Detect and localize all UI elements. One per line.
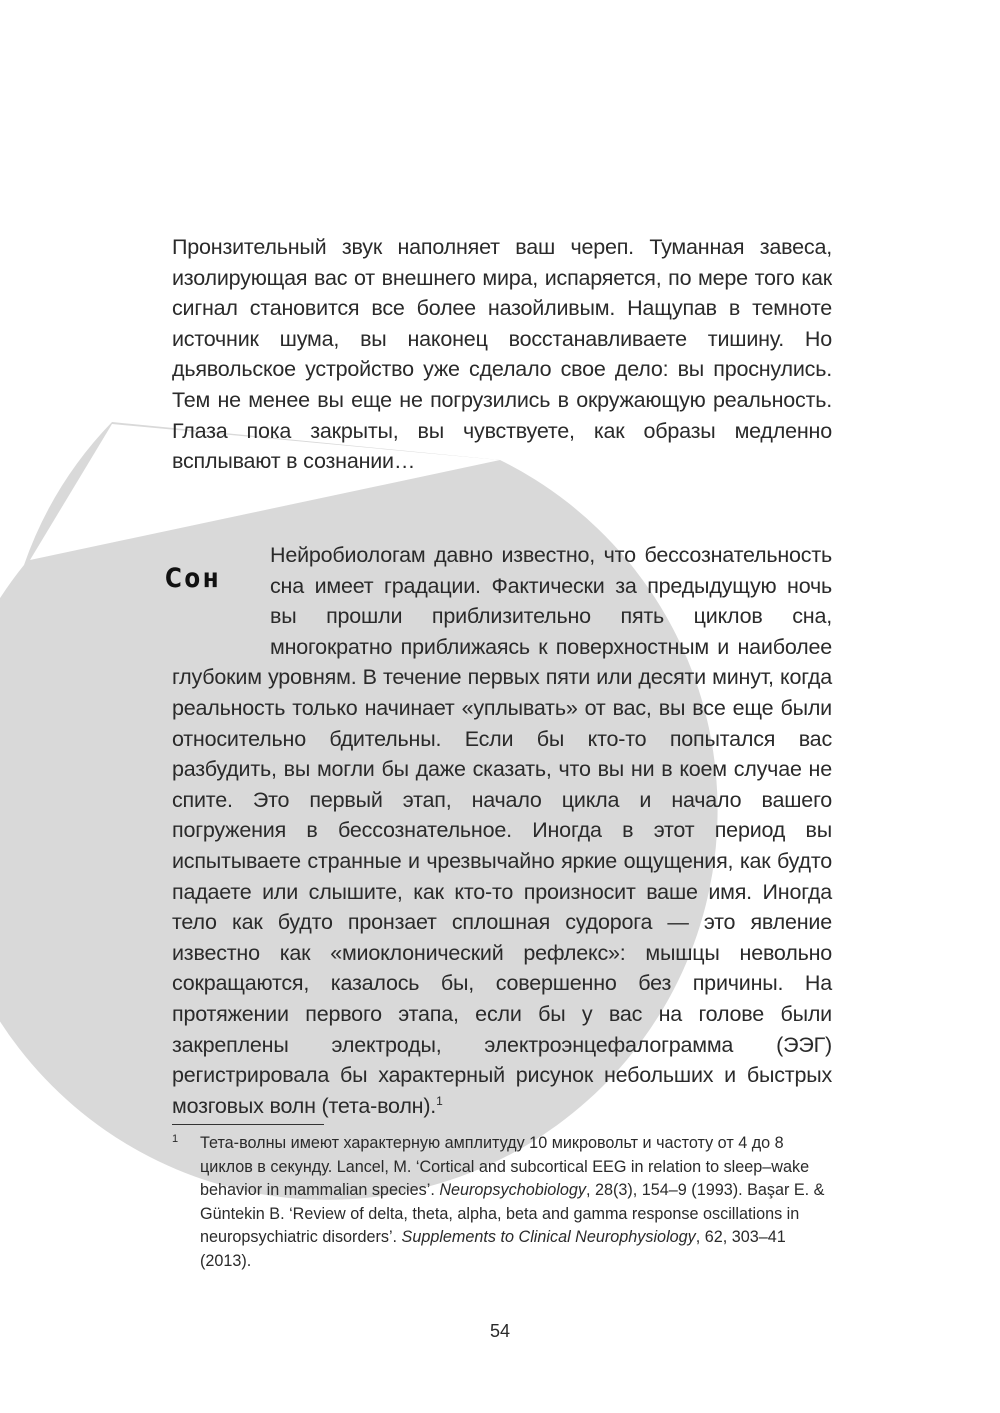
footnote xyxy=(172,1132,832,1274)
footnote-journal-2: Supplements to Clinical Neurophysiology xyxy=(401,1228,696,1247)
page-number: 54 xyxy=(489,1321,511,1341)
footnote-part-1: Тета-волны имеют характерную амплитуду 10 микровольт и частоту от 4 до 8 циклов в секунду. Lancel, M. ‘Cortical and subcortical EEG in relation to sleep–wake behavior in mammalian species’. xyxy=(200,1134,810,1200)
footnote-divider xyxy=(172,1124,324,1125)
footnote-number: 1 xyxy=(172,1133,179,1145)
section-title: Сон xyxy=(165,563,222,594)
title-spacer xyxy=(172,540,270,632)
footnote-journal-1: Neuropsychobiology xyxy=(439,1181,587,1200)
footnote-reference[interactable]: 1 xyxy=(436,1093,443,1108)
footnote-part-2: , 28(3), 154–9 (1993). Başar E. & Güntekin B. ‘Review of delta, theta, alpha, beta and gamma response oscillations in neuropsychiatric disorders’. xyxy=(200,1181,825,1247)
section-paragraph xyxy=(172,540,832,1121)
footnote-text xyxy=(200,1132,832,1274)
section-paragraph-text: Нейробиологам давно известно, что бессознательность сна имеет градации. Фактически за предыдущую ночь вы прошли приблизительно пять циклов сна, многократно приближаясь к поверхностным и наиболее глубоким уровням. В течение первых пяти или десяти минут, когда реальность только начинает «уплывать» от вас, вы все еще были относительно бдительны. Если бы кто-то попытался вас разбудить, вы могли бы даже сказать, что вы ни в коем случае не спите. Это первый этап, начало цикла и начало вашего погружения в бессознательное. Иногда в этот период вы испытываете странные и чрезвычайно яркие ощущения, как будто падаете или слышите, как кто-то произносит ваше имя. Иногда тело как будто пронзает сплошная судорога — это явление известно как «миоклонический рефлекс»: мышцы невольно сокращаются, казалось бы, совершенно без причины. На протяжении первого этапа, если бы у вас на голове были закреплены электроды, электроэнцефалограмма (ЭЭГ) регистрировала бы характерный рисунок небольших и быстрых мозговых волн (тета-волн). xyxy=(172,543,832,1118)
footnote-part-3: , 62, 303–41 (2013). xyxy=(200,1228,786,1270)
intro-paragraph: Пронзительный звук наполняет ваш череп. Туманная завеса, изолирующая вас от внешнего мира, испаряется, по мере того как сигнал становится все более назойливым. Нащупав в темноте источник шума, вы наконец восстанавливаете тишину. Но дьявольское устройство уже сделало свое дело: вы проснулись. Тем не менее вы еще не погрузились в окружающую реальность. Глаза пока закрыты, вы чувствуете, как образы медленно всплывают в сознании… xyxy=(172,235,832,474)
